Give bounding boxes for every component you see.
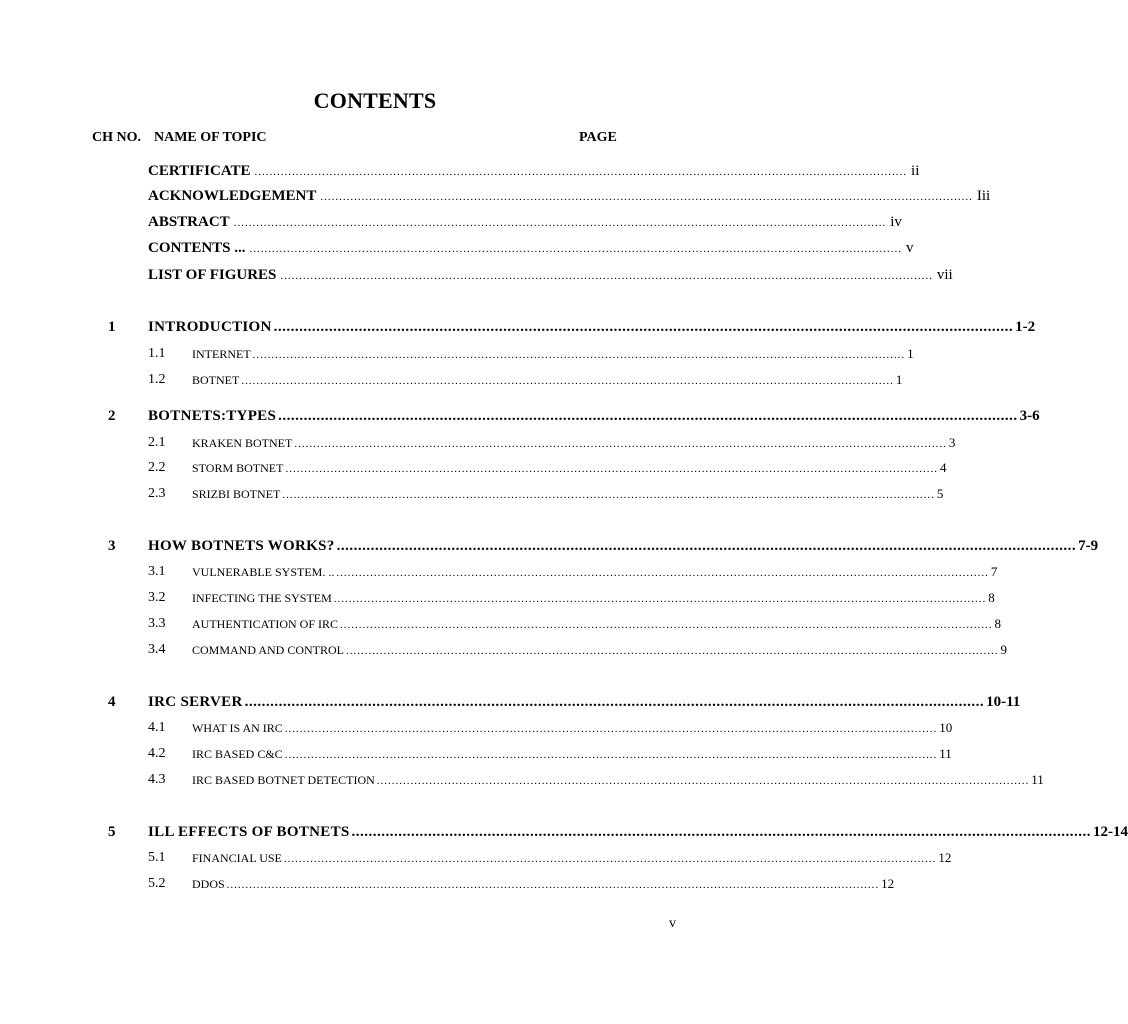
dot-leader: ..............................................................................................................................................................................	[244, 694, 985, 710]
section-number: 5.1	[148, 850, 166, 865]
section-number: 4.3	[148, 772, 166, 787]
chapter-title: IRC SERVER	[148, 694, 243, 710]
section-page: 7	[990, 564, 998, 579]
header-topic: NAME OF TOPIC	[154, 130, 267, 145]
dot-leader: ..............................................................................................................................................................................	[273, 319, 1014, 335]
section-title: COMMAND AND CONTROL	[192, 643, 345, 657]
toc-chapter-2	[148, 408, 1040, 428]
dot-leader: ..............................................................................................................................................................................	[283, 853, 937, 865]
toc-entry-page: ii	[911, 163, 920, 179]
dot-leader: ..............................................................................................................................................................................	[241, 375, 894, 387]
section-number: 3.1	[148, 564, 166, 579]
dot-leader: ..............................................................................................................................................................................	[340, 619, 993, 631]
toc-section-5-1	[192, 850, 952, 870]
section-page: 4	[939, 460, 947, 475]
toc-front-list-of-figures	[148, 267, 953, 287]
section-number: 4.1	[148, 720, 166, 735]
section-page: 12	[938, 850, 952, 865]
dot-leader: ..............................................................................................................................................................................	[284, 723, 938, 735]
section-title: INFECTING THE SYSTEM	[192, 591, 332, 605]
section-title: IRC BASED C&C	[192, 747, 283, 761]
section-title: AUTHENTICATION OF IRC	[192, 617, 338, 631]
toc-entry-page: vii	[936, 267, 953, 283]
toc-section-1-1	[192, 346, 914, 366]
toc-entry-label: ACKNOWLEDGEMENT	[148, 188, 317, 204]
section-title: KRAKEN BOTNET	[192, 436, 293, 450]
chapter-pages: 12-14	[1093, 824, 1128, 840]
chapter-title: ILL EFFECTS OF BOTNETS	[148, 824, 350, 840]
section-page: 1	[895, 372, 903, 387]
section-title: IRC BASED BOTNET DETECTION	[192, 773, 375, 787]
section-page: 11	[939, 746, 952, 761]
dot-leader: ..............................................................................................................................................................................	[336, 567, 989, 579]
chapter-pages: 3-6	[1019, 408, 1040, 424]
dot-leader: ..............................................................................................................................................................................	[333, 593, 987, 605]
toc-section-3-3	[192, 616, 1001, 636]
toc-entry-label: LIST OF FIGURES	[148, 267, 277, 283]
section-page: 11	[1031, 772, 1044, 787]
chapter-number: 2	[108, 408, 116, 424]
header-page: PAGE	[579, 130, 617, 145]
page-number: v	[669, 916, 676, 931]
section-title: SRIZBI BOTNET	[192, 487, 281, 501]
toc-section-4-1	[192, 720, 953, 740]
header-chapter-no: CH NO.	[92, 130, 141, 145]
toc-section-5-2	[192, 876, 895, 896]
dot-leader: ..............................................................................................................................................................................	[233, 217, 887, 229]
chapter-pages: 10-11	[986, 694, 1021, 710]
section-number: 1.1	[148, 346, 166, 361]
chapter-number: 5	[108, 824, 116, 840]
section-page: 1	[907, 346, 914, 361]
dot-leader: ..............................................................................................................................................................................	[294, 438, 947, 450]
chapter-pages: 1-2	[1015, 319, 1036, 335]
toc-entry-page: v	[906, 240, 914, 256]
chapter-number: 4	[108, 694, 116, 710]
section-page: 9	[1000, 642, 1008, 657]
section-number: 4.2	[148, 746, 166, 761]
toc-section-1-2	[192, 372, 903, 392]
dot-leader: ..............................................................................................................................................................................	[249, 243, 903, 255]
toc-entry-page: Iii	[976, 188, 991, 204]
chapter-number: 1	[108, 319, 116, 335]
section-page: 12	[881, 876, 895, 891]
chapter-pages: 7-9	[1078, 538, 1099, 554]
dot-leader: ..............................................................................................................................................................................	[282, 489, 935, 501]
chapter-title: HOW BOTNETS WORKS?	[148, 538, 335, 554]
dot-leader: ..............................................................................................................................................................................	[254, 166, 908, 178]
section-title: STORM BOTNET	[192, 461, 284, 475]
toc-section-2-1	[192, 435, 956, 455]
toc-front-abstract	[148, 214, 902, 234]
toc-section-3-1	[192, 564, 998, 584]
toc-chapter-4	[148, 694, 1021, 714]
page-title: CONTENTS	[313, 88, 437, 113]
section-title: VULNERABLE SYSTEM. ..	[192, 565, 335, 579]
section-number: 2.2	[148, 460, 166, 475]
toc-front-acknowledgement	[148, 188, 991, 208]
section-number: 3.2	[148, 590, 166, 605]
section-number: 2.1	[148, 435, 166, 450]
toc-chapter-3	[148, 538, 1099, 558]
dot-leader: ..............................................................................................................................................................................	[280, 270, 933, 282]
section-number: 3.4	[148, 642, 166, 657]
toc-section-2-2	[192, 460, 947, 480]
dot-leader: ..............................................................................................................................................................................	[346, 645, 999, 657]
dot-leader: ..............................................................................................................................................................................	[376, 775, 1030, 787]
section-number: 5.2	[148, 876, 166, 891]
section-title: WHAT IS AN IRC	[192, 721, 283, 735]
toc-section-3-4	[192, 642, 1008, 662]
toc-entry-label: ABSTRACT	[148, 214, 230, 230]
toc-chapter-1	[148, 319, 1036, 339]
section-title: FINANCIAL USE	[192, 851, 282, 865]
toc-entry-label: CERTIFICATE	[148, 163, 251, 179]
section-number: 3.3	[148, 616, 166, 631]
dot-leader: ..............................................................................................................................................................................	[320, 191, 973, 203]
dot-leader: ..............................................................................................................................................................................	[336, 538, 1077, 554]
section-title: BOTNET	[192, 373, 240, 387]
chapter-number: 3	[108, 538, 116, 554]
section-title: DDOS	[192, 877, 225, 891]
toc-front-certificate	[148, 163, 920, 183]
section-page: 3	[948, 435, 956, 450]
dot-leader: ..............................................................................................................................................................................	[351, 824, 1092, 840]
section-page: 10	[939, 720, 953, 735]
toc-section-4-3	[192, 772, 1044, 792]
toc-front-contents	[148, 240, 914, 260]
chapter-title: BOTNETS:TYPES	[148, 408, 277, 424]
section-number: 1.2	[148, 372, 166, 387]
dot-leader: ..............................................................................................................................................................................	[284, 749, 938, 761]
chapter-title: INTRODUCTION	[148, 319, 272, 335]
dot-leader: ..............................................................................................................................................................................	[285, 463, 938, 475]
toc-section-2-3	[192, 486, 944, 506]
section-title: INTERNET	[192, 347, 251, 361]
section-page: 5	[936, 486, 944, 501]
dot-leader: ..............................................................................................................................................................................	[252, 349, 906, 361]
dot-leader: ..............................................................................................................................................................................	[278, 408, 1018, 424]
toc-entry-page: iv	[890, 214, 902, 230]
section-page: 8	[994, 616, 1001, 631]
dot-leader: ..............................................................................................................................................................................	[226, 879, 880, 891]
toc-section-4-2	[192, 746, 952, 766]
section-number: 2.3	[148, 486, 166, 501]
section-page: 8	[988, 590, 995, 605]
toc-entry-label: CONTENTS ...	[148, 240, 246, 256]
toc-chapter-5	[148, 824, 1128, 844]
toc-section-3-2	[192, 590, 995, 610]
